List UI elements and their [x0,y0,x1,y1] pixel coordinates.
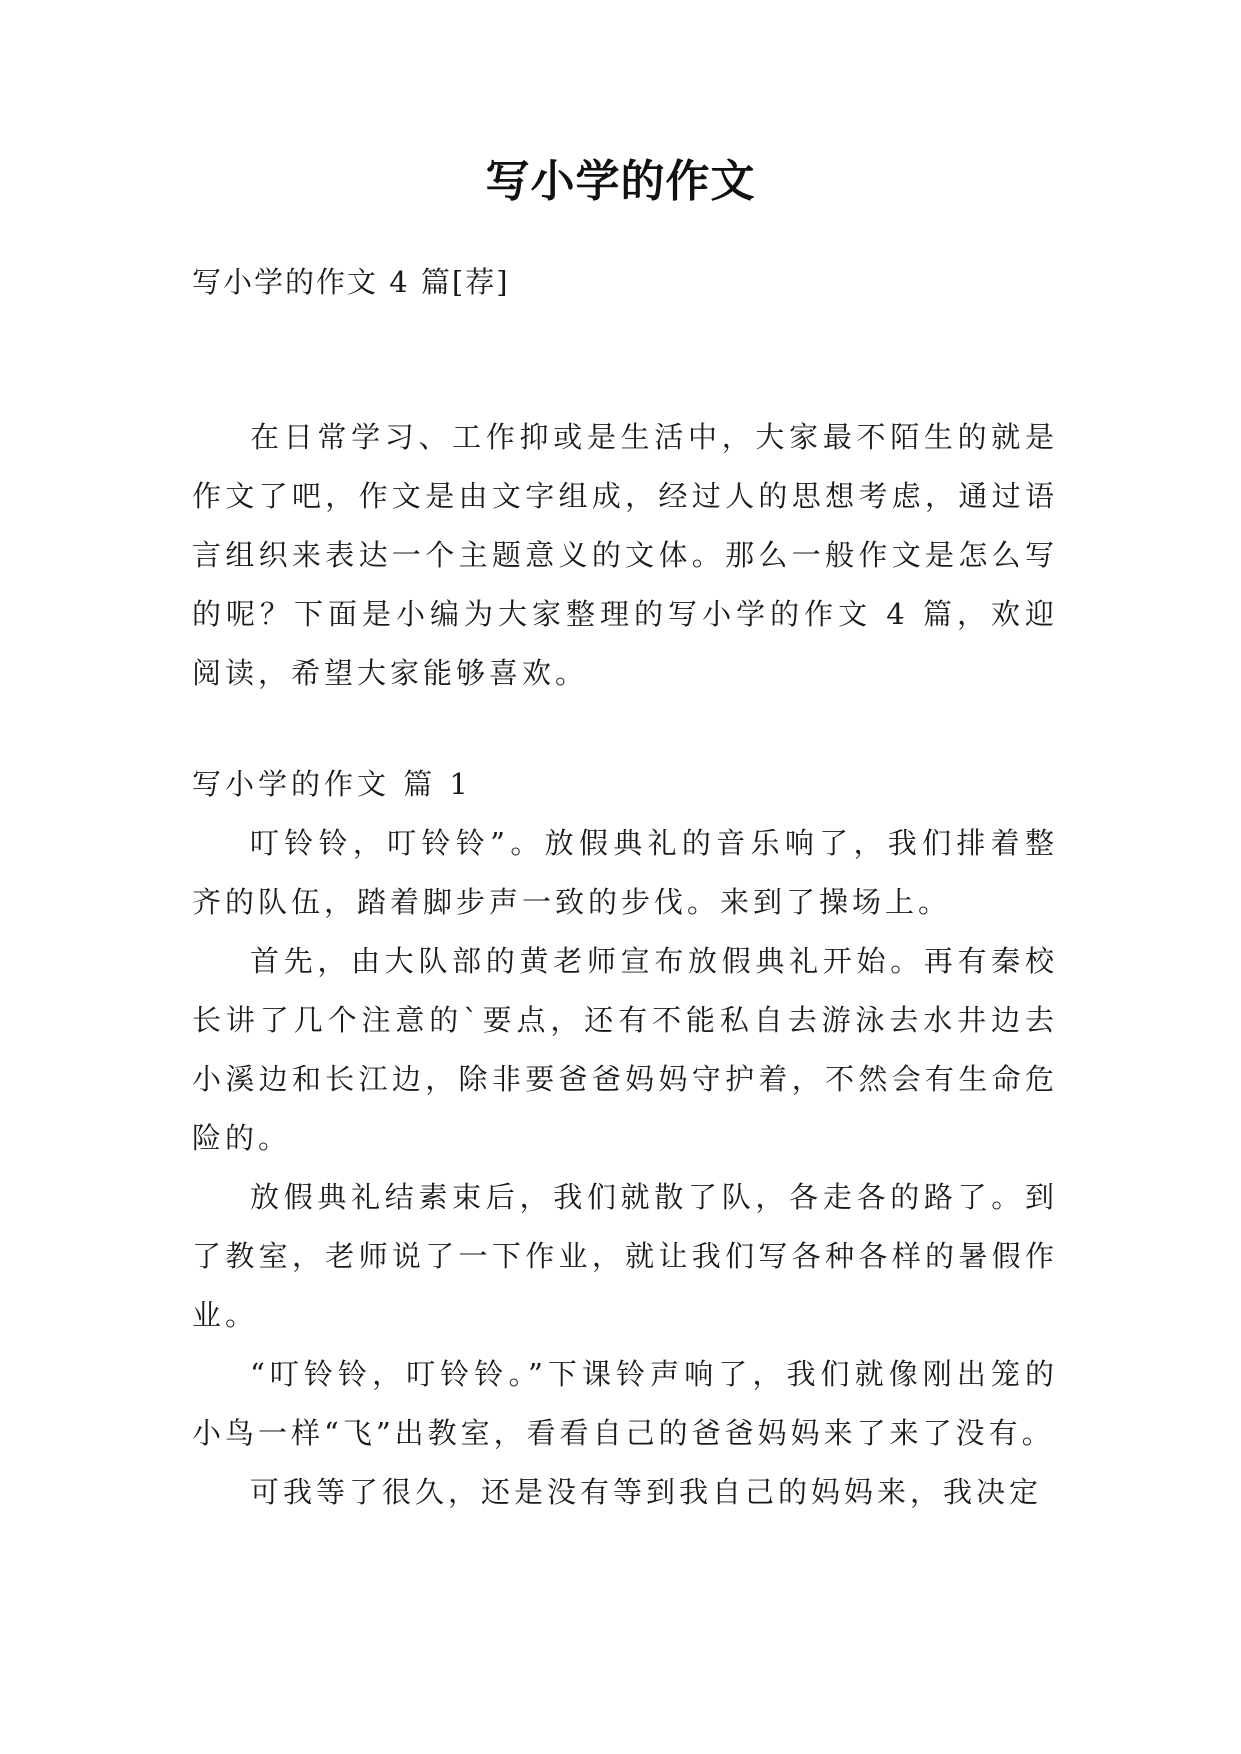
paragraph: 首先，由大队部的黄老师宣布放假典礼开始。再有秦校长讲了几个注意的`要点，还有不能私自去游泳去水井边去小溪边和长江边，除非要爸爸妈妈守护着，不然会有生命危险的。 [192,944,1058,1155]
paragraph: “叮铃铃，叮铃铃。”下课铃声响了，我们就像刚出笼的小鸟一样“飞”出教室，看看自己的爸爸妈妈来了来了没有。 [192,1357,1058,1450]
paragraph: 放假典礼结素束后，我们就散了队，各走各的路了。到了教室，老师说了一下作业，就让我们写各种各样的暑假作业。 [192,1180,1058,1332]
document-subtitle: 写小学的作文 4 篇[荐] [192,265,510,299]
document-title: 写小学的作文 [485,156,756,207]
paragraph: 可我等了很久，还是没有等到我自己的妈妈来，我决定 [250,1475,1043,1509]
section-heading: 写小学的作文 篇 1 [192,767,472,801]
intro-paragraph: 在日常学习、工作抑或是生活中，大家最不陌生的就是作文了吧，作文是由文字组成，经过人的思想考虑，通过语言组织来表达一个主题意义的文体。那么一般作文是怎么写的呢？下面是小编为大家整理的写小学的作文 4 篇，欢迎阅读，希望大家能够喜欢。 [192,420,1058,690]
paragraph: 叮铃铃，叮铃铃”。放假典礼的音乐响了，我们排着整齐的队伍，踏着脚步声一致的步伐。来到了操场上。 [192,826,1058,919]
document-body [192,408,1058,1522]
